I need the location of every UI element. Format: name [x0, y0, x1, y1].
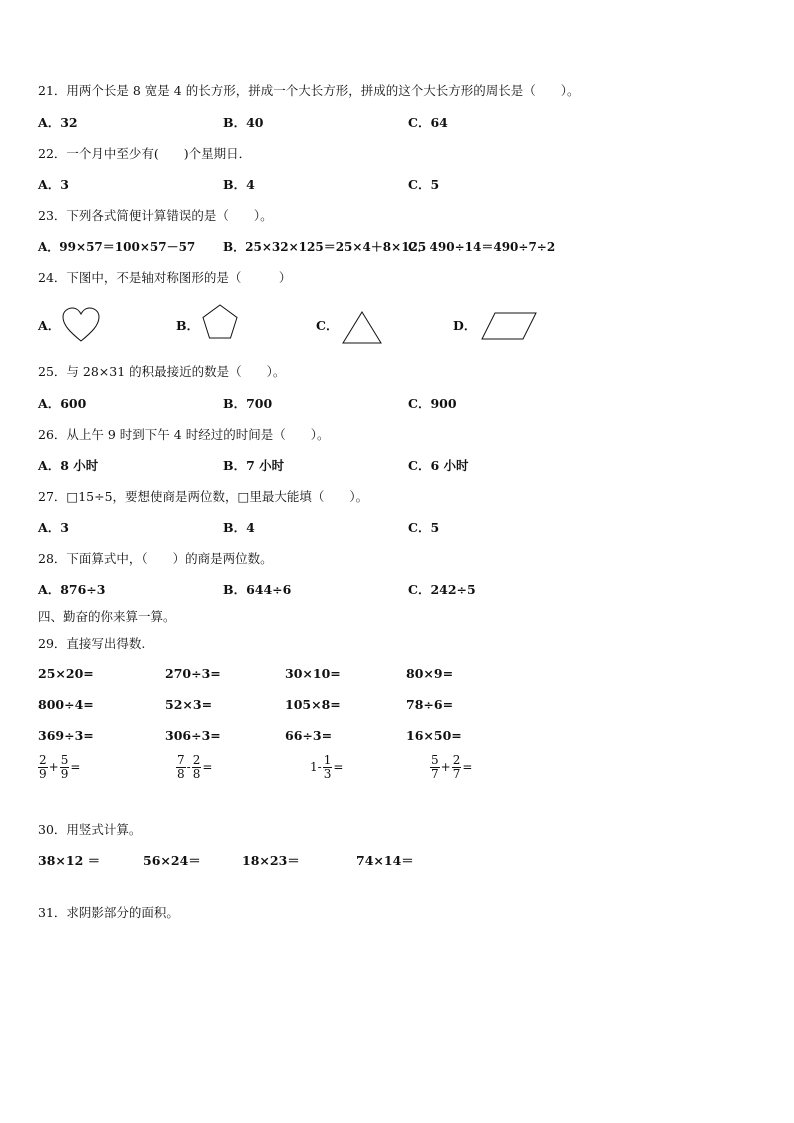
question-22: 22．一个月中至少有( )个星期日． [38, 146, 252, 161]
option-21-c[interactable]: C．64 [408, 115, 448, 130]
option-27-a[interactable]: A．3 [38, 520, 69, 535]
calc-item: 30×10= [285, 666, 341, 681]
option-22-a[interactable]: A．3 [38, 177, 69, 192]
question-30: 30．用竖式计算。 [38, 822, 142, 837]
calc-item: 52×3= [165, 697, 213, 712]
option-24-c[interactable]: C． [316, 318, 339, 333]
question-29: 29．直接写出得数. [38, 636, 146, 651]
option-21-a[interactable]: A．32 [38, 115, 78, 130]
question-27: 27．□15÷5，要想使商是两位数，□里最大能填（ ）。 [38, 489, 369, 504]
vertical-calc-item: 18×23＝ [242, 853, 300, 868]
question-31: 31．求阴影部分的面积。 [38, 905, 179, 920]
option-27-c[interactable]: C．5 [408, 520, 440, 535]
calc-item: 270÷3= [165, 666, 221, 681]
heart-icon[interactable] [62, 307, 100, 343]
option-26-b[interactable]: B．7 小时 [223, 458, 285, 473]
option-24-d[interactable]: D． [453, 318, 477, 333]
vertical-calc-item: 56×24＝ [143, 853, 201, 868]
option-22-b[interactable]: B．4 [223, 177, 255, 192]
calc-item: 105×8= [285, 697, 341, 712]
option-23-c[interactable]: C．490÷14＝490÷7÷2 [408, 240, 556, 254]
calc-item: 78÷6= [406, 697, 454, 712]
calc-item: 25×20= [38, 666, 94, 681]
option-23-b[interactable]: B．25×32×125＝25×4＋8×125 [223, 240, 427, 254]
question-26: 26．从上午 9 时到下午 4 时经过的时间是（ ）。 [38, 427, 330, 442]
pentagon-icon[interactable] [202, 304, 238, 340]
fraction-item: $\frac{2}{9}$ + $\frac{5}{9}$ = [39, 753, 81, 781]
option-21-b[interactable]: B．40 [223, 115, 264, 130]
calc-item: 66÷3= [285, 728, 333, 743]
option-23-a[interactable]: A．99×57＝100×57－57 [38, 240, 196, 254]
fraction-item: 1- $\frac{1}{3}$ = [310, 753, 344, 781]
calc-item: 16×50= [406, 728, 462, 743]
calc-item: 306÷3= [165, 728, 221, 743]
option-24-a[interactable]: A． [38, 318, 61, 333]
triangle-icon[interactable] [342, 311, 382, 344]
calc-item: 80×9= [406, 666, 454, 681]
option-26-a[interactable]: A．8 小时 [38, 458, 99, 473]
option-28-c[interactable]: C．242÷5 [408, 582, 476, 597]
calc-item: 800÷4= [38, 697, 94, 712]
option-25-a[interactable]: A．600 [38, 396, 87, 411]
option-22-c[interactable]: C．5 [408, 177, 440, 192]
fraction-item: $\frac{5}{7}$ + $\frac{2}{7}$ = [431, 753, 473, 781]
question-21: 21．用两个长是 8 宽是 4 的长方形，拼成一个大长方形，拼成的这个大长方形的周长是（ ）。 [38, 83, 580, 98]
question-23: 23．下列各式简便计算错误的是（ ）。 [38, 208, 273, 223]
option-28-a[interactable]: A．876÷3 [38, 582, 106, 597]
option-25-b[interactable]: B．700 [223, 396, 273, 411]
option-26-c[interactable]: C．6 小时 [408, 458, 469, 473]
section-heading: 四、勤奋的你来算一算。 [38, 609, 176, 624]
option-28-b[interactable]: B．644÷6 [223, 582, 292, 597]
question-25: 25．与 28×31 的积最接近的数是（ ）。 [38, 364, 286, 379]
question-28: 28．下面算式中，（ ）的商是两位数。 [38, 551, 273, 566]
question-24: 24．下图中，不是轴对称图形的是（ ） [38, 270, 292, 285]
parallelogram-icon[interactable] [481, 312, 537, 340]
vertical-calc-item: 38×12 ＝ [38, 853, 101, 868]
calc-item: 369÷3= [38, 728, 94, 743]
option-27-b[interactable]: B．4 [223, 520, 255, 535]
option-24-b[interactable]: B． [176, 318, 200, 333]
vertical-calc-item: 74×14＝ [356, 853, 414, 868]
option-25-c[interactable]: C．900 [408, 396, 457, 411]
fraction-item: $\frac{7}{8}$ - $\frac{2}{8}$ = [177, 753, 213, 781]
